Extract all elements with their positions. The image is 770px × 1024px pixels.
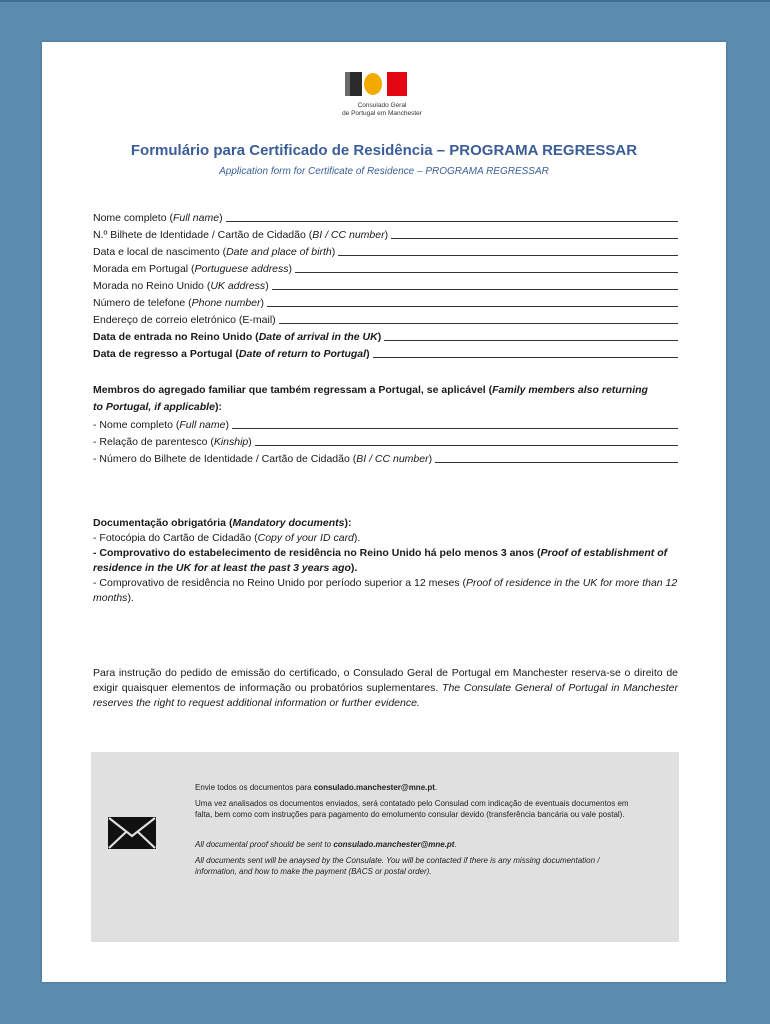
form-subtitle: Application form for Certificate of Residence – PROGRAMA REGRESSAR	[219, 166, 549, 177]
field-portuguese-address[interactable]: Morada em Portugal (Portuguese address)	[93, 263, 678, 275]
field-email[interactable]: Endereço de correio eletrónico (E-mail)	[93, 314, 678, 326]
consulate-logo	[342, 72, 422, 124]
family-members-heading: Membros do agregado familiar que também regressam a Portugal, se aplicável (Family members also returning to Portugal, if applicable):	[93, 384, 648, 413]
field-family-full-name[interactable]: - Nome completo (Full name)	[93, 419, 678, 431]
field-phone-number[interactable]: Número de telefone (Phone number)	[93, 297, 678, 309]
field-birth-date-place[interactable]: Data e local de nascimento (Date and place of birth)	[93, 246, 678, 258]
consulate-note: Para instrução do pedido de emissão do certificado, o Consulado Geral de Portugal em Manchester reserva-se o direito de exigir quaisquer elementos de informação ou probatórios suplementares. The Consulate General of Portugal in Manchester reserves the right to request additional information or further evidence.	[93, 667, 678, 709]
email-link-en[interactable]: consulado.manchester@mne.pt	[333, 840, 455, 849]
field-full-name[interactable]: Nome completo (Full name)	[93, 212, 678, 224]
logo-caption: Consulado Geral de Portugal em Manchester	[342, 102, 422, 117]
field-family-id-number[interactable]: - Número do Bilhete de Identidade / Cartão de Cidadão (BI / CC number)	[93, 453, 678, 465]
form-title: Formulário para Certificado de Residência – PROGRAMA REGRESSAR	[130, 142, 638, 159]
mandatory-documents-section: Documentação obrigatória (Mandatory documents): - Fotocópia do Cartão de Cidadão (Copy of your ID card). - Comprovativo do estabelecimento de residência no Reino Unido há pelo menos 3 anos (Proof of establishment of residence in the UK for at least the past 3 years ago). - Comprovativo de residência no Reino Unido por período superior a 12 meses (Proof of residence in the UK for more than 12 months).	[93, 517, 678, 604]
submission-info-box	[91, 752, 679, 942]
field-return-date[interactable]: Data de regresso a Portugal (Date of return to Portugal)	[93, 348, 678, 360]
info-text: Envie todos os documentos para consulado.manchester@mne.pt. Uma vez analisados os documentos enviados, será contatado pelo Consulad com indicação de eventuais documentos em falta, bem como com instruções para pagamento do emolumento consular devido (transferência bancária ou vale postal). All documental proof should be sent to consulado.manchester@mne.pt. All documents sent will be anaysed by the Consulate. You will be contacted if there is any missing documentation / information, and how to make the payment (BACS or postal order).	[195, 783, 629, 876]
document-page	[42, 42, 726, 982]
logo-yellow-circle	[364, 73, 382, 95]
envelope-icon	[107, 816, 157, 850]
logo-red-square	[387, 72, 407, 96]
logo-dark-square	[345, 72, 362, 96]
field-id-number[interactable]: N.º Bilhete de Identidade / Cartão de Cidadão (BI / CC number)	[93, 229, 678, 241]
email-link-pt[interactable]: consulado.manchester@mne.pt	[313, 783, 435, 792]
field-arrival-date[interactable]: Data de entrada no Reino Unido (Date of arrival in the UK)	[93, 331, 678, 343]
field-uk-address[interactable]: Morada no Reino Unido (UK address)	[93, 280, 678, 292]
top-border	[0, 0, 770, 2]
field-family-kinship[interactable]: - Relação de parentesco (Kinship)	[93, 436, 678, 448]
